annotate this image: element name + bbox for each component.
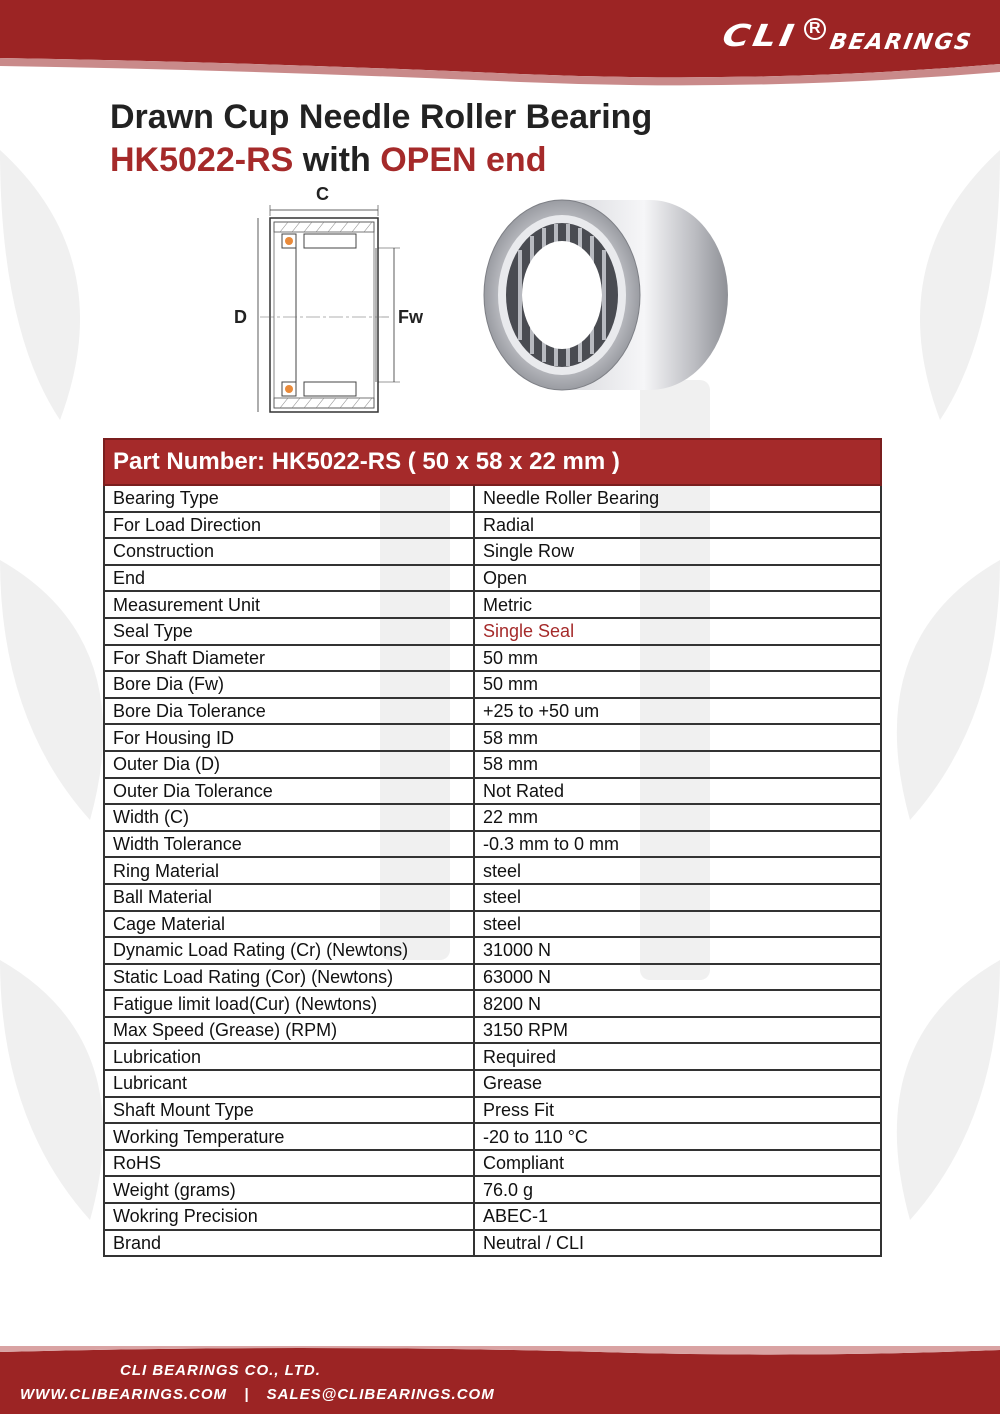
spec-label: Width Tolerance <box>104 831 474 858</box>
title-end-text: end <box>486 141 547 179</box>
bearing-cross-section-diagram <box>230 180 440 420</box>
brand-logo <box>720 18 975 61</box>
table-row <box>104 1203 881 1230</box>
spec-value: steel <box>474 884 881 911</box>
spec-label: Bore Dia Tolerance <box>104 698 474 725</box>
spec-value: Open <box>474 565 881 592</box>
logo-sub-text: BEARINGS <box>827 30 975 55</box>
table-row <box>104 1097 881 1124</box>
table-row <box>104 778 881 805</box>
spec-label: For Shaft Diameter <box>104 645 474 672</box>
table-row <box>104 1070 881 1097</box>
dimension-label-d: D <box>234 307 247 327</box>
spec-label: Weight (grams) <box>104 1176 474 1203</box>
spec-value: Grease <box>474 1070 881 1097</box>
table-row <box>104 884 881 911</box>
spec-value: 50 mm <box>474 645 881 672</box>
spec-label: Dynamic Load Rating (Cr) (Newtons) <box>104 937 474 964</box>
spec-value: Not Rated <box>474 778 881 805</box>
table-row <box>104 645 881 672</box>
table-row <box>104 565 881 592</box>
spec-label: Wokring Precision <box>104 1203 474 1230</box>
title-with-text: with <box>302 141 371 179</box>
spec-label: Bore Dia (Fw) <box>104 671 474 698</box>
table-row <box>104 857 881 884</box>
spec-value: 31000 N <box>474 937 881 964</box>
title-open-text: OPEN <box>380 141 477 179</box>
spec-value: 22 mm <box>474 804 881 831</box>
table-row <box>104 724 881 751</box>
spec-label: For Load Direction <box>104 512 474 539</box>
spec-label: Ball Material <box>104 884 474 911</box>
spec-label: Working Temperature <box>104 1123 474 1150</box>
spec-label: Outer Dia (D) <box>104 751 474 778</box>
spec-value: Single Seal <box>474 618 881 645</box>
footer-separator: | <box>244 1386 250 1403</box>
table-row <box>104 831 881 858</box>
logo-main-text: CLI <box>720 18 800 54</box>
table-row <box>104 591 881 618</box>
spec-value: Radial <box>474 512 881 539</box>
spec-value: Required <box>474 1043 881 1070</box>
spec-label: Fatigue limit load(Cur) (Newtons) <box>104 990 474 1017</box>
dimension-label-c: C <box>316 184 329 204</box>
table-row <box>104 1230 881 1257</box>
table-row <box>104 1043 881 1070</box>
table-row <box>104 911 881 938</box>
table-row <box>104 1150 881 1177</box>
spec-label: Seal Type <box>104 618 474 645</box>
footer-contact <box>20 1386 495 1403</box>
spec-value: 58 mm <box>474 724 881 751</box>
spec-label: Bearing Type <box>104 485 474 512</box>
spec-value: 58 mm <box>474 751 881 778</box>
table-header-part-number: Part Number: HK5022-RS ( 50 x 58 x 22 mm ) <box>104 439 881 485</box>
spec-value: Needle Roller Bearing <box>474 485 881 512</box>
spec-label: Max Speed (Grease) (RPM) <box>104 1017 474 1044</box>
email-link[interactable]: SALES@CLIBEARINGS.COM <box>266 1386 495 1403</box>
footer-company-name: CLI BEARINGS CO., LTD. <box>120 1362 321 1379</box>
spec-label: End <box>104 565 474 592</box>
specification-table <box>103 438 882 1257</box>
website-link[interactable]: WWW.CLIBEARINGS.COM <box>20 1386 228 1403</box>
part-number-title: HK5022-RS <box>110 141 294 179</box>
spec-label: Static Load Rating (Cor) (Newtons) <box>104 964 474 991</box>
spec-value: Neutral / CLI <box>474 1230 881 1257</box>
table-row <box>104 1176 881 1203</box>
spec-value: Metric <box>474 591 881 618</box>
spec-label: Shaft Mount Type <box>104 1097 474 1124</box>
spec-value: 63000 N <box>474 964 881 991</box>
dimension-label-fw: Fw <box>398 307 423 327</box>
table-row <box>104 512 881 539</box>
spec-label: For Housing ID <box>104 724 474 751</box>
specification-rows <box>104 485 881 1256</box>
spec-value: 8200 N <box>474 990 881 1017</box>
table-row <box>104 751 881 778</box>
spec-value: -20 to 110 °C <box>474 1123 881 1150</box>
spec-value: Compliant <box>474 1150 881 1177</box>
spec-label: Width (C) <box>104 804 474 831</box>
table-row <box>104 964 881 991</box>
spec-label: RoHS <box>104 1150 474 1177</box>
table-row <box>104 937 881 964</box>
table-row <box>104 618 881 645</box>
spec-label: Cage Material <box>104 911 474 938</box>
spec-label: Lubrication <box>104 1043 474 1070</box>
spec-label: Construction <box>104 538 474 565</box>
spec-label: Measurement Unit <box>104 591 474 618</box>
product-subtitle <box>110 141 546 180</box>
spec-value: steel <box>474 857 881 884</box>
table-row <box>104 538 881 565</box>
footer-banner <box>0 1346 1000 1414</box>
table-row <box>104 1017 881 1044</box>
table-row <box>104 698 881 725</box>
table-row <box>104 804 881 831</box>
spec-value: -0.3 mm to 0 mm <box>474 831 881 858</box>
spec-label: Outer Dia Tolerance <box>104 778 474 805</box>
spec-label: Ring Material <box>104 857 474 884</box>
spec-value: +25 to +50 um <box>474 698 881 725</box>
spec-value: Press Fit <box>474 1097 881 1124</box>
table-row <box>104 1123 881 1150</box>
spec-value: 3150 RPM <box>474 1017 881 1044</box>
spec-value: ABEC-1 <box>474 1203 881 1230</box>
table-row <box>104 990 881 1017</box>
spec-label: Brand <box>104 1230 474 1257</box>
spec-value: steel <box>474 911 881 938</box>
bearing-product-image <box>480 190 730 410</box>
spec-label: Lubricant <box>104 1070 474 1097</box>
spec-value: Single Row <box>474 538 881 565</box>
table-row <box>104 671 881 698</box>
spec-value: 76.0 g <box>474 1176 881 1203</box>
registered-mark: R <box>804 18 826 40</box>
table-row <box>104 485 881 512</box>
product-title: Drawn Cup Needle Roller Bearing <box>110 98 653 136</box>
spec-value: 50 mm <box>474 671 881 698</box>
